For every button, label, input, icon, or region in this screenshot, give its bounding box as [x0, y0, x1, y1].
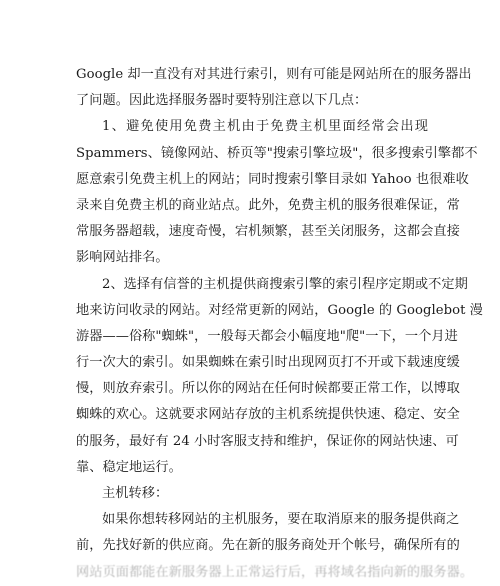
paragraph-line: 靠、稳定地运行。 [76, 459, 182, 475]
paragraph-line-cutoff: 网站页面都能在新服务器上正常运行后，再将域名指向新的服务器。 [76, 564, 474, 580]
section-heading: 主机转移： [102, 486, 169, 501]
paragraph-line: 了问题。因此选择服务器时要特别注意以下几点： [76, 93, 368, 109]
paragraph-line: 蜘蛛的欢心。这就要求网站存放的主机系统提供快速、稳定、安全 [76, 407, 460, 423]
paragraph-line: 录来自免费主机的商业站点。此外，免费主机的服务很难保证，常 [76, 197, 460, 213]
paragraph-line: Google 却一直没有对其进行索引，则有可能是网站所在的服务器出 [76, 67, 472, 82]
paragraph-line: 影响网站排名。 [76, 250, 169, 266]
paragraph-line: 前，先找好新的供应商。先在新的服务商处开个帐号，确保所有的 [76, 538, 460, 554]
paragraph-line: 2、选择有信誉的主机提供商搜索引擎的索引程序定期或不定期 [102, 276, 468, 292]
paragraph-line: 1、避免使用免费主机由于免费主机里面经常会出现 [102, 119, 428, 135]
document-body [76, 62, 483, 580]
paragraph-line: 地来访问收录的网站。对经常更新的网站，Google 的 Googlebot 漫 [76, 302, 483, 318]
paragraph-line: 愿意索引免费主机上的网站；同时搜索引擎目录如 Yahoo 也很难收 [76, 171, 469, 187]
paragraph-line: 慢，则放弃索引。所以你的网站在任何时候都要正常工作，以博取 [76, 381, 460, 397]
paragraph-line: 行一次大的索引。如果蜘蛛在索引时出现网页打不开或下载速度缓 [76, 355, 460, 371]
paragraph-line: Spammers、镜像网站、桥页等"搜索引擎垃圾"，很多搜索引擎都不 [76, 145, 478, 161]
paragraph-line: 的服务，最好有 24 小时客服支持和维护，保证你的网站快速、可 [76, 433, 459, 449]
paragraph-line: 常服务器超载，速度奇慢，宕机频繁，甚至关闭服务，这都会直接 [76, 224, 460, 240]
paragraph-line: 游器——俗称"蜘蛛"，一般每天都会小幅度地"爬"一下，一个月进 [76, 328, 458, 344]
paragraph-line: 如果你想转移网站的主机服务，要在取消原来的服务提供商之 [102, 512, 460, 528]
